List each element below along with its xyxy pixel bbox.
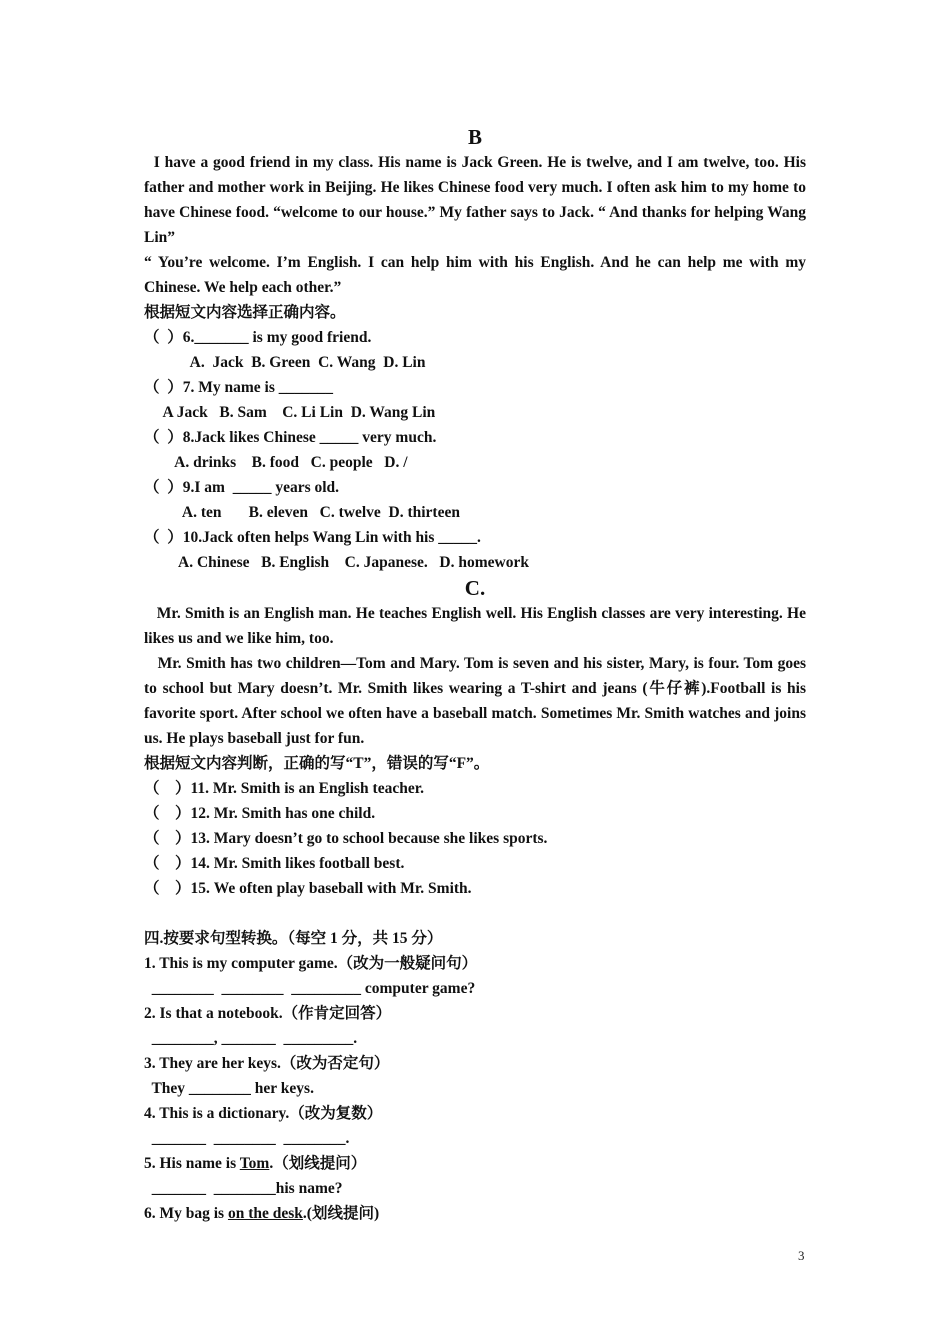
question-9: （ ）9.I am _____ years old. xyxy=(144,479,340,496)
section-b-passage-p2: “ You’re welcome. I’m English. I can help him with his English. And he can help me with my Chinese. We help each other.” xyxy=(144,254,806,296)
transform-item-4: 4. This is a dictionary.（改为复数） xyxy=(144,1105,383,1122)
question-14: （ ）14. Mr. Smith likes football best. xyxy=(144,855,405,872)
transform-item-3: 3. They are her keys.（改为否定句） xyxy=(144,1055,390,1072)
section-b-instruction: 根据短文内容选择正确内容。 xyxy=(144,304,346,321)
question-8-options: A. drinks B. food C. people D. / xyxy=(144,454,408,471)
question-9-options: A. ten B. eleven C. twelve D. thirteen xyxy=(144,504,460,521)
section-b-title: B xyxy=(467,125,482,149)
transform-item-6-pre: 6. My bag is xyxy=(144,1205,228,1222)
question-7-options: A Jack B. Sam C. Li Lin D. Wang Lin xyxy=(144,404,436,421)
question-8: （ ）8.Jack likes Chinese _____ very much. xyxy=(144,429,437,446)
transform-item-6-post: .(划线提问) xyxy=(302,1205,380,1222)
question-6-options: A. Jack B. Green C. Wang D. Lin xyxy=(144,354,426,371)
question-13: （ ）13. Mary doesn’t go to school because she likes sports. xyxy=(144,830,548,847)
question-7: （ ）7. My name is _______ xyxy=(144,379,334,396)
section-c-title: C. xyxy=(464,576,486,600)
transform-item-6 xyxy=(144,1201,806,1226)
section-c-instruction: 根据短文内容判断，正确的写“T”，错误的写“F”。 xyxy=(144,755,490,772)
transform-item-2: 2. Is that a notebook.（作肯定回答） xyxy=(144,1005,392,1022)
transform-item-1: 1. This is my computer game.（改为一般疑问句） xyxy=(144,955,478,972)
document-page xyxy=(144,124,806,1226)
question-11: （ ）11. Mr. Smith is an English teacher. xyxy=(144,780,425,797)
question-12: （ ）12. Mr. Smith has one child. xyxy=(144,805,376,822)
transform-answer-2: ________, _______ _________. xyxy=(144,1030,358,1047)
section-c-passage-p1: Mr. Smith is an English man. He teaches English well. His English classes are very interesting. He likes us and we like him, too. xyxy=(144,605,806,647)
question-10-options: A. Chinese B. English C. Japanese. D. homework xyxy=(144,554,529,571)
underlined-word-tom: Tom xyxy=(239,1155,270,1172)
transform-item-5 xyxy=(144,1151,806,1176)
transform-answer-3: They ________ her keys. xyxy=(144,1080,314,1097)
transform-answer-5: _______ ________his name? xyxy=(144,1180,343,1197)
question-10: （ ）10.Jack often helps Wang Lin with his _____. xyxy=(144,529,481,546)
transform-item-5-post: .（划线提问） xyxy=(269,1155,367,1172)
section-b-passage-p1: I have a good friend in my class. His name is Jack Green. He is twelve, and I am twelve, too. His father and mother work in Beijing. He likes Chinese food very much. I often ask him to my home to have Chinese food. “welcome to our house.” My father says to Jack. “ And thanks for helping Wang Lin” xyxy=(144,154,806,246)
transform-answer-4: _______ ________ ________. xyxy=(144,1130,350,1147)
page-number: 3 xyxy=(798,1248,805,1263)
transform-answer-1: ________ ________ _________ computer game? xyxy=(144,980,476,997)
spacer xyxy=(144,901,806,926)
section-4-heading: 四.按要求句型转换。（每空 1 分，共 15 分） xyxy=(144,930,443,947)
section-c-passage-p2: Mr. Smith has two children—Tom and Mary. Tom is seven and his sister, Mary, is four. Tom goes to school but Mary doesn’t. Mr. Smith likes wearing a T-shirt and jeans (牛仔裤).Football is his favorite sport. After school we often have a baseball match. Sometimes Mr. Smith watches and joins us. He plays baseball just for fun. xyxy=(144,655,806,747)
underlined-phrase-on-the-desk: on the desk xyxy=(227,1205,303,1222)
question-6: （ ）6._______ is my good friend. xyxy=(144,329,372,346)
transform-item-5-pre: 5. His name is xyxy=(144,1155,240,1172)
question-15: （ ）15. We often play baseball with Mr. Smith. xyxy=(144,880,472,897)
